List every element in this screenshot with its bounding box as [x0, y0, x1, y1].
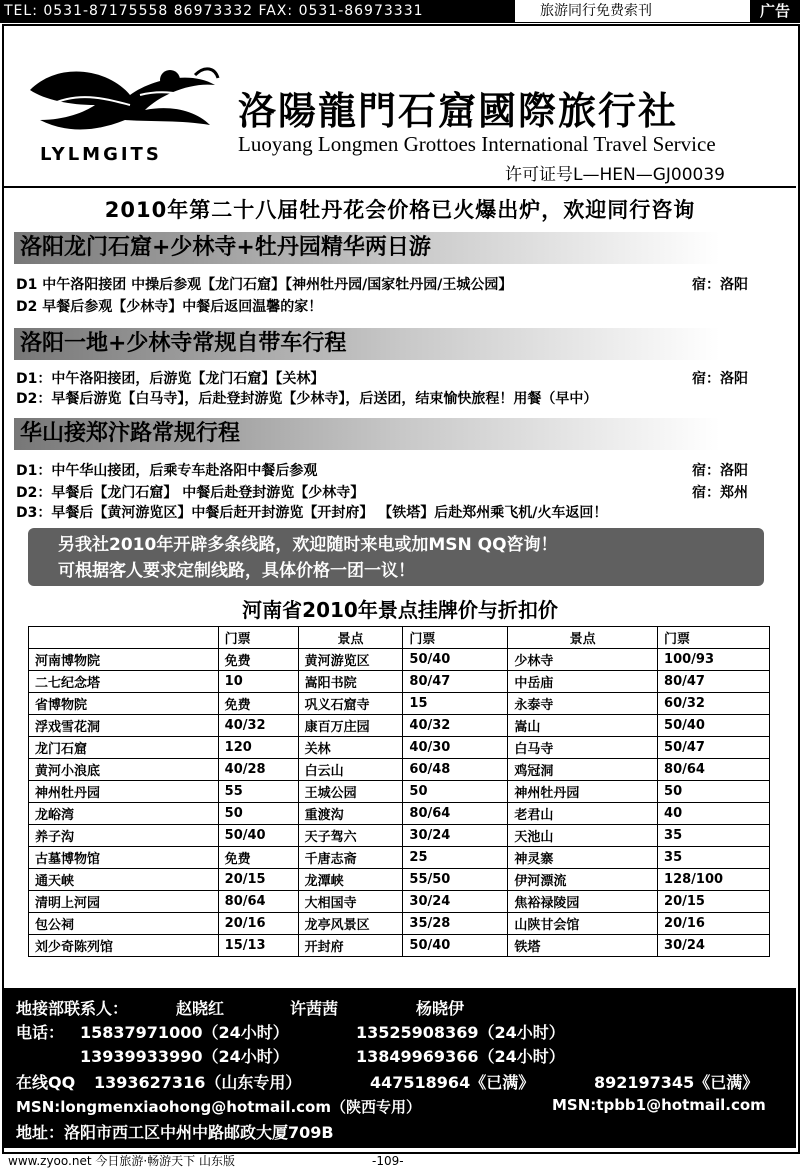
itinerary-text: D1：中午洛阳接团，后游览【龙门石窟】【关林】	[16, 371, 325, 387]
itinerary-line	[16, 388, 597, 408]
top-bar	[0, 0, 800, 23]
table-cell: 35	[658, 825, 770, 847]
table-row	[29, 847, 770, 869]
section-title: 华山接郑汴路常规行程	[14, 418, 720, 450]
promo-box	[28, 528, 764, 586]
stay-label: 宿：郑州	[692, 485, 748, 501]
table-cell: 龙潭峡	[298, 869, 403, 891]
table-cell: 免费	[218, 649, 298, 671]
table-cell: 15/13	[218, 935, 298, 957]
ad-label: 广告	[750, 0, 800, 22]
table-cell: 35	[658, 847, 770, 869]
table-cell: 40/30	[403, 737, 508, 759]
table-cell: 省博物院	[29, 693, 219, 715]
table-cell: 40	[658, 803, 770, 825]
table-cell: 伊河漂流	[508, 869, 658, 891]
table-cell: 20/16	[218, 913, 298, 935]
table-cell: 开封府	[298, 935, 403, 957]
table-cell: 40/32	[403, 715, 508, 737]
table-cell: 60/32	[658, 693, 770, 715]
table-cell: 嵩阳书院	[298, 671, 403, 693]
table-cell: 神州牡丹园	[29, 781, 219, 803]
table-cell: 天子驾六	[298, 825, 403, 847]
table-cell: 养子沟	[29, 825, 219, 847]
table-cell: 巩义石窟寺	[298, 693, 403, 715]
table-cell: 重渡沟	[298, 803, 403, 825]
table-cell: 55	[218, 781, 298, 803]
company-name-en: Luoyang Longmen Grottoes International Travel Service	[238, 132, 716, 156]
table-cell: 二七纪念塔	[29, 671, 219, 693]
contact-person: 赵晓红	[176, 999, 225, 1018]
table-cell: 永泰寺	[508, 693, 658, 715]
stay-label: 宿：洛阳	[692, 371, 748, 387]
table-cell: 千唐志斋	[298, 847, 403, 869]
table-cell: 神灵寨	[508, 847, 658, 869]
contact-person: 杨晓伊	[416, 999, 465, 1018]
table-cell: 老君山	[508, 803, 658, 825]
table-cell: 50	[403, 781, 508, 803]
footer	[0, 1152, 800, 1171]
table-cell: 80/47	[403, 671, 508, 693]
table-header-cell: 景点	[508, 627, 658, 649]
table-row	[29, 715, 770, 737]
table-cell: 30/24	[658, 935, 770, 957]
table-cell: 焦裕禄陵园	[508, 891, 658, 913]
table-cell: 40/28	[218, 759, 298, 781]
itinerary-line	[16, 274, 748, 294]
table-cell: 龙峪湾	[29, 803, 219, 825]
divider	[4, 186, 796, 188]
table-row	[29, 649, 770, 671]
phone-number: 15837971000（24小时）	[80, 1023, 289, 1042]
table-row	[29, 825, 770, 847]
phone-number: 13939933990（24小时）	[80, 1047, 289, 1066]
itinerary-text: D2 早餐后参观【少林寺】中餐后返回温馨的家！	[16, 299, 323, 315]
table-cell: 50	[658, 781, 770, 803]
table-cell: 古墓博物馆	[29, 847, 219, 869]
table-row	[29, 759, 770, 781]
table-cell: 128/100	[658, 869, 770, 891]
table-cell: 刘少奇陈列馆	[29, 935, 219, 957]
table-cell: 天池山	[508, 825, 658, 847]
table-cell: 通天峡	[29, 869, 219, 891]
table-cell: 50/40	[403, 649, 508, 671]
price-table-title: 河南省2010年景点挂牌价与折扣价	[242, 598, 558, 622]
msn-address: MSN:tpbb1@hotmail.com	[552, 1096, 766, 1114]
table-row	[29, 803, 770, 825]
qq-number: 1393627316（山东专用）	[94, 1073, 302, 1092]
table-cell: 黄河游览区	[298, 649, 403, 671]
table-cell: 20/16	[658, 913, 770, 935]
table-cell: 20/15	[218, 869, 298, 891]
table-row	[29, 935, 770, 957]
phone-number: 13849969366（24小时）	[356, 1047, 565, 1066]
table-cell: 100/93	[658, 649, 770, 671]
table-cell: 中岳庙	[508, 671, 658, 693]
table-cell: 50/40	[218, 825, 298, 847]
contact-block	[4, 988, 796, 1148]
table-cell: 15	[403, 693, 508, 715]
qq-label: 在线QQ	[16, 1073, 76, 1092]
promo-line-2: 可根据客人要求定制线路，具体价格一团一议！	[58, 561, 415, 581]
table-cell: 少林寺	[508, 649, 658, 671]
table-cell: 50/40	[658, 715, 770, 737]
page-number: -109-	[372, 1154, 404, 1168]
table-cell: 康百万庄园	[298, 715, 403, 737]
contact-person: 许茜茜	[290, 999, 339, 1018]
table-cell: 50/47	[658, 737, 770, 759]
table-header-cell: 门票	[403, 627, 508, 649]
table-cell: 清明上河园	[29, 891, 219, 913]
itinerary-text: D2：早餐后游览【白马寺】，后赴登封游览【少林寺】，后送团，结束愉快旅程！用餐（早中）	[16, 391, 598, 407]
contacts-label: 地接部联系人：	[16, 999, 129, 1018]
logo-text: LYLMGITS	[40, 144, 162, 165]
table-cell: 60/48	[403, 759, 508, 781]
table-cell: 80/64	[403, 803, 508, 825]
table-cell: 50/40	[403, 935, 508, 957]
section-title: 洛阳龙门石窟+少林寺+牡丹园精华两日游	[14, 232, 720, 264]
table-cell: 鸡冠洞	[508, 759, 658, 781]
table-cell: 35/28	[403, 913, 508, 935]
table-cell: 河南博物院	[29, 649, 219, 671]
table-cell: 白云山	[298, 759, 403, 781]
table-header-cell: 景点	[298, 627, 403, 649]
tel-fax: TEL: 0531-87175558 86973332 FAX: 0531-86973331	[0, 0, 515, 22]
table-cell: 嵩山	[508, 715, 658, 737]
table-cell: 浮戏雪花洞	[29, 715, 219, 737]
table-cell: 包公祠	[29, 913, 219, 935]
table-row	[29, 671, 770, 693]
table-cell: 山陕甘会馆	[508, 913, 658, 935]
table-cell: 王城公园	[298, 781, 403, 803]
table-cell: 30/24	[403, 825, 508, 847]
table-cell: 50	[218, 803, 298, 825]
table-cell: 40/32	[218, 715, 298, 737]
itinerary-line	[16, 502, 607, 522]
itinerary-text: D1：中午华山接团，后乘专车赴洛阳中餐后参观	[16, 463, 318, 479]
phone-label: 电话：	[16, 1023, 65, 1042]
table-row	[29, 891, 770, 913]
table-cell: 黄河小浪底	[29, 759, 219, 781]
section-title: 洛阳一地+少林寺常规自带车行程	[14, 328, 720, 360]
qq-number: 892197345《已满》	[594, 1073, 759, 1092]
table-cell: 铁塔	[508, 935, 658, 957]
itinerary-line	[16, 460, 748, 480]
address: 地址：洛阳市西工区中州中路邮政大厦709B	[16, 1123, 334, 1142]
table-row	[29, 737, 770, 759]
itinerary-text: D3：早餐后【黄河游览区】中餐后赶开封游览【开封府】 【铁塔】后赴郑州乘飞机/火车返回！	[16, 505, 608, 521]
table-row	[29, 913, 770, 935]
table-header-cell: 门票	[658, 627, 770, 649]
stay-label: 宿：洛阳	[692, 463, 748, 479]
msn-address: MSN:longmenxiaohong@hotmail.com（陕西专用）	[16, 1098, 421, 1116]
table-cell: 80/64	[218, 891, 298, 913]
itinerary-line	[16, 368, 748, 388]
table-cell: 10	[218, 671, 298, 693]
table-row	[29, 693, 770, 715]
promo-line-1: 另我社2010年开辟多条线路，欢迎随时来电或加MSN QQ咨询！	[58, 535, 558, 555]
headline: 2010年第二十八届牡丹花会价格已火爆出炉，欢迎同行咨询	[104, 198, 696, 222]
table-cell: 大相国寺	[298, 891, 403, 913]
table-cell: 80/64	[658, 759, 770, 781]
itinerary-text: D1 中午洛阳接团 中操后参观【龙门石窟】【神州牡丹园/国家牡丹园/王城公园】	[16, 277, 513, 293]
table-cell: 关林	[298, 737, 403, 759]
itinerary-line	[16, 296, 322, 316]
table-cell: 神州牡丹园	[508, 781, 658, 803]
table-cell: 25	[403, 847, 508, 869]
table-header-cell: 门票	[218, 627, 298, 649]
table-header-cell	[29, 627, 219, 649]
free-index-label: 旅游同行免费索刊	[540, 3, 652, 19]
qq-number: 447518964《已满》	[370, 1073, 535, 1092]
table-cell: 30/24	[403, 891, 508, 913]
license-number: 许可证号L—HEN—GJ00039	[505, 165, 725, 185]
company-name-cn: 洛陽龍門石窟國際旅行社	[238, 88, 679, 133]
table-cell: 免费	[218, 847, 298, 869]
table-row	[29, 627, 770, 649]
table-cell: 白马寺	[508, 737, 658, 759]
table-row	[29, 869, 770, 891]
price-table	[28, 626, 770, 957]
table-cell: 龙门石窟	[29, 737, 219, 759]
table-cell: 龙亭风景区	[298, 913, 403, 935]
phone-number: 13525908369（24小时）	[356, 1023, 565, 1042]
table-cell: 免费	[218, 693, 298, 715]
stay-label: 宿：洛阳	[692, 277, 748, 293]
footer-site: www.zyoo.net 今日旅游·畅游天下 山东版	[8, 1154, 235, 1168]
table-row	[29, 781, 770, 803]
itinerary-text: D2：早餐后【龙门石窟】 中餐后赴登封游览【少林寺】	[16, 485, 365, 501]
table-cell: 55/50	[403, 869, 508, 891]
table-cell: 80/47	[658, 671, 770, 693]
itinerary-line	[16, 482, 748, 502]
table-cell: 20/15	[658, 891, 770, 913]
table-cell: 120	[218, 737, 298, 759]
